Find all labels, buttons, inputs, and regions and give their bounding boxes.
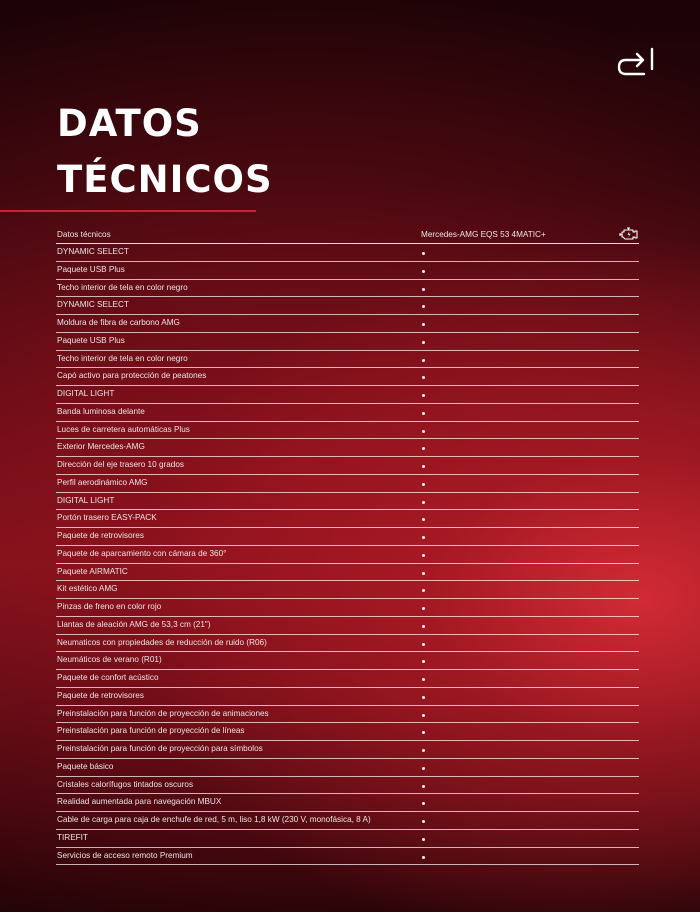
row-label: Paquete USB Plus [57, 264, 125, 274]
spec-table [56, 226, 639, 865]
row-label: Paquete de aparcamiento con cámara de 360° [57, 548, 227, 558]
exit-button[interactable] [614, 44, 656, 80]
availability-bullet [422, 856, 425, 859]
table-row [56, 404, 639, 422]
title-underline [0, 210, 256, 212]
page-title-line-1: DATOS [57, 102, 202, 145]
row-label: Servicios de acceso remoto Premium [57, 850, 193, 860]
availability-bullet [422, 554, 425, 557]
table-row [56, 652, 639, 670]
availability-bullet [422, 731, 425, 734]
availability-bullet [422, 447, 425, 450]
table-row [56, 439, 639, 457]
table-row [56, 510, 639, 528]
availability-bullet [422, 767, 425, 770]
header-label: Datos técnicos [57, 230, 111, 239]
availability-bullet [422, 288, 425, 291]
availability-bullet [422, 465, 425, 468]
table-row [56, 493, 639, 511]
row-label: Cristales calorífugos tintados oscuros [57, 779, 194, 789]
row-label: Paquete USB Plus [57, 335, 125, 345]
row-label: Paquete de confort acústico [57, 673, 159, 682]
availability-bullet [422, 341, 425, 344]
page-title-line-2: TÉCNICOS [57, 158, 273, 201]
row-label: DIGITAL LIGHT [57, 495, 115, 505]
table-row [56, 244, 639, 262]
row-label: Preinstalación para función de proyección de líneas [57, 726, 245, 736]
table-row [56, 351, 639, 369]
availability-bullet [422, 430, 425, 433]
row-label: Paquete de retrovisores [57, 531, 144, 540]
row-label: Neumaticos con propiedades de reducción de ruido (R06) [57, 637, 267, 647]
row-label: TIREFIT [57, 832, 88, 842]
table-row [56, 333, 639, 351]
row-label: DYNAMIC SELECT [57, 247, 129, 256]
availability-bullet [422, 625, 425, 628]
row-label: Kit estético AMG [57, 584, 118, 594]
row-label: Luces de carretera automáticas Plus [57, 424, 190, 434]
row-label: Preinstalación para función de proyección de animaciones [57, 708, 269, 718]
availability-bullet [422, 802, 425, 805]
availability-bullet [422, 838, 425, 841]
row-label: Techo interior de tela en color negro [57, 353, 188, 363]
table-row [56, 581, 639, 599]
availability-bullet [422, 696, 425, 699]
row-label: Perfil aerodinámico AMG [57, 477, 148, 487]
availability-bullet [422, 394, 425, 397]
table-row [56, 723, 639, 741]
table-row [56, 599, 639, 617]
row-label: Cable de carga para caja de enchufe de red, 5 m, liso 1,8 kW (230 V, monofásica, 8 A) [57, 815, 371, 824]
row-label: Paquete básico [57, 761, 114, 771]
row-label: Paquete AIRMATIC [57, 566, 128, 576]
availability-bullet [422, 589, 425, 592]
row-label: Paquete de retrovisores [57, 690, 144, 700]
availability-bullet [422, 643, 425, 646]
availability-bullet [422, 323, 425, 326]
table-row [56, 706, 639, 724]
table-row [56, 794, 639, 812]
table-row [56, 635, 639, 653]
availability-bullet [422, 820, 425, 823]
header-model: Mercedes-AMG EQS 53 4MATIC+ [421, 230, 546, 239]
table-row [56, 830, 639, 848]
table-row [56, 475, 639, 493]
table-row [56, 280, 639, 298]
row-label: DIGITAL LIGHT [57, 389, 115, 398]
table-row [56, 670, 639, 688]
availability-bullet [422, 714, 425, 717]
table-row [56, 297, 639, 315]
table-row [56, 848, 639, 866]
availability-bullet [422, 376, 425, 379]
table-row [56, 564, 639, 582]
table-row [56, 777, 639, 795]
availability-bullet [422, 607, 425, 610]
row-label: Dirección del eje trasero 10 grados [57, 460, 184, 469]
availability-bullet [422, 518, 425, 521]
row-label: Banda luminosa delante [57, 406, 145, 416]
row-label: Pinzas de freno en color rojo [57, 602, 162, 611]
table-row [56, 386, 639, 404]
availability-bullet [422, 252, 425, 255]
availability-bullet [422, 678, 425, 681]
availability-bullet [422, 359, 425, 362]
table-row [56, 812, 639, 830]
row-label: Neumáticos de verano (R01) [57, 655, 162, 665]
table-row [56, 457, 639, 475]
availability-bullet [422, 412, 425, 415]
table-body [56, 244, 639, 865]
table-header [56, 226, 639, 244]
exit-arrow-icon [614, 44, 656, 80]
table-row [56, 262, 639, 280]
row-label: DYNAMIC SELECT [57, 300, 129, 310]
row-label: Llantas de aleación AMG de 53,3 cm (21") [57, 619, 211, 629]
table-row [56, 617, 639, 635]
availability-bullet [422, 749, 425, 752]
availability-bullet [422, 660, 425, 663]
availability-bullet [422, 483, 425, 486]
table-row [56, 688, 639, 706]
electric-engine-icon [619, 226, 639, 242]
table-row [56, 546, 639, 564]
availability-bullet [422, 572, 425, 575]
table-row [56, 422, 639, 440]
row-label: Moldura de fibra de carbono AMG [57, 318, 180, 327]
availability-bullet [422, 305, 425, 308]
availability-bullet [422, 536, 425, 539]
table-row [56, 741, 639, 759]
availability-bullet [422, 785, 425, 788]
table-row [56, 368, 639, 386]
availability-bullet [422, 270, 425, 273]
table-row [56, 528, 639, 546]
row-label: Portón trasero EASY-PACK [57, 513, 157, 523]
page-title [57, 96, 273, 208]
table-row [56, 759, 639, 777]
row-label: Capó activo para protección de peatones [57, 371, 207, 381]
availability-bullet [422, 501, 425, 504]
table-row [56, 315, 639, 333]
row-label: Realidad aumentada para navegación MBUX [57, 797, 222, 807]
row-label: Techo interior de tela en color negro [57, 282, 188, 292]
row-label: Exterior Mercedes-AMG [57, 442, 145, 452]
row-label: Preinstalación para función de proyección para símbolos [57, 744, 263, 753]
